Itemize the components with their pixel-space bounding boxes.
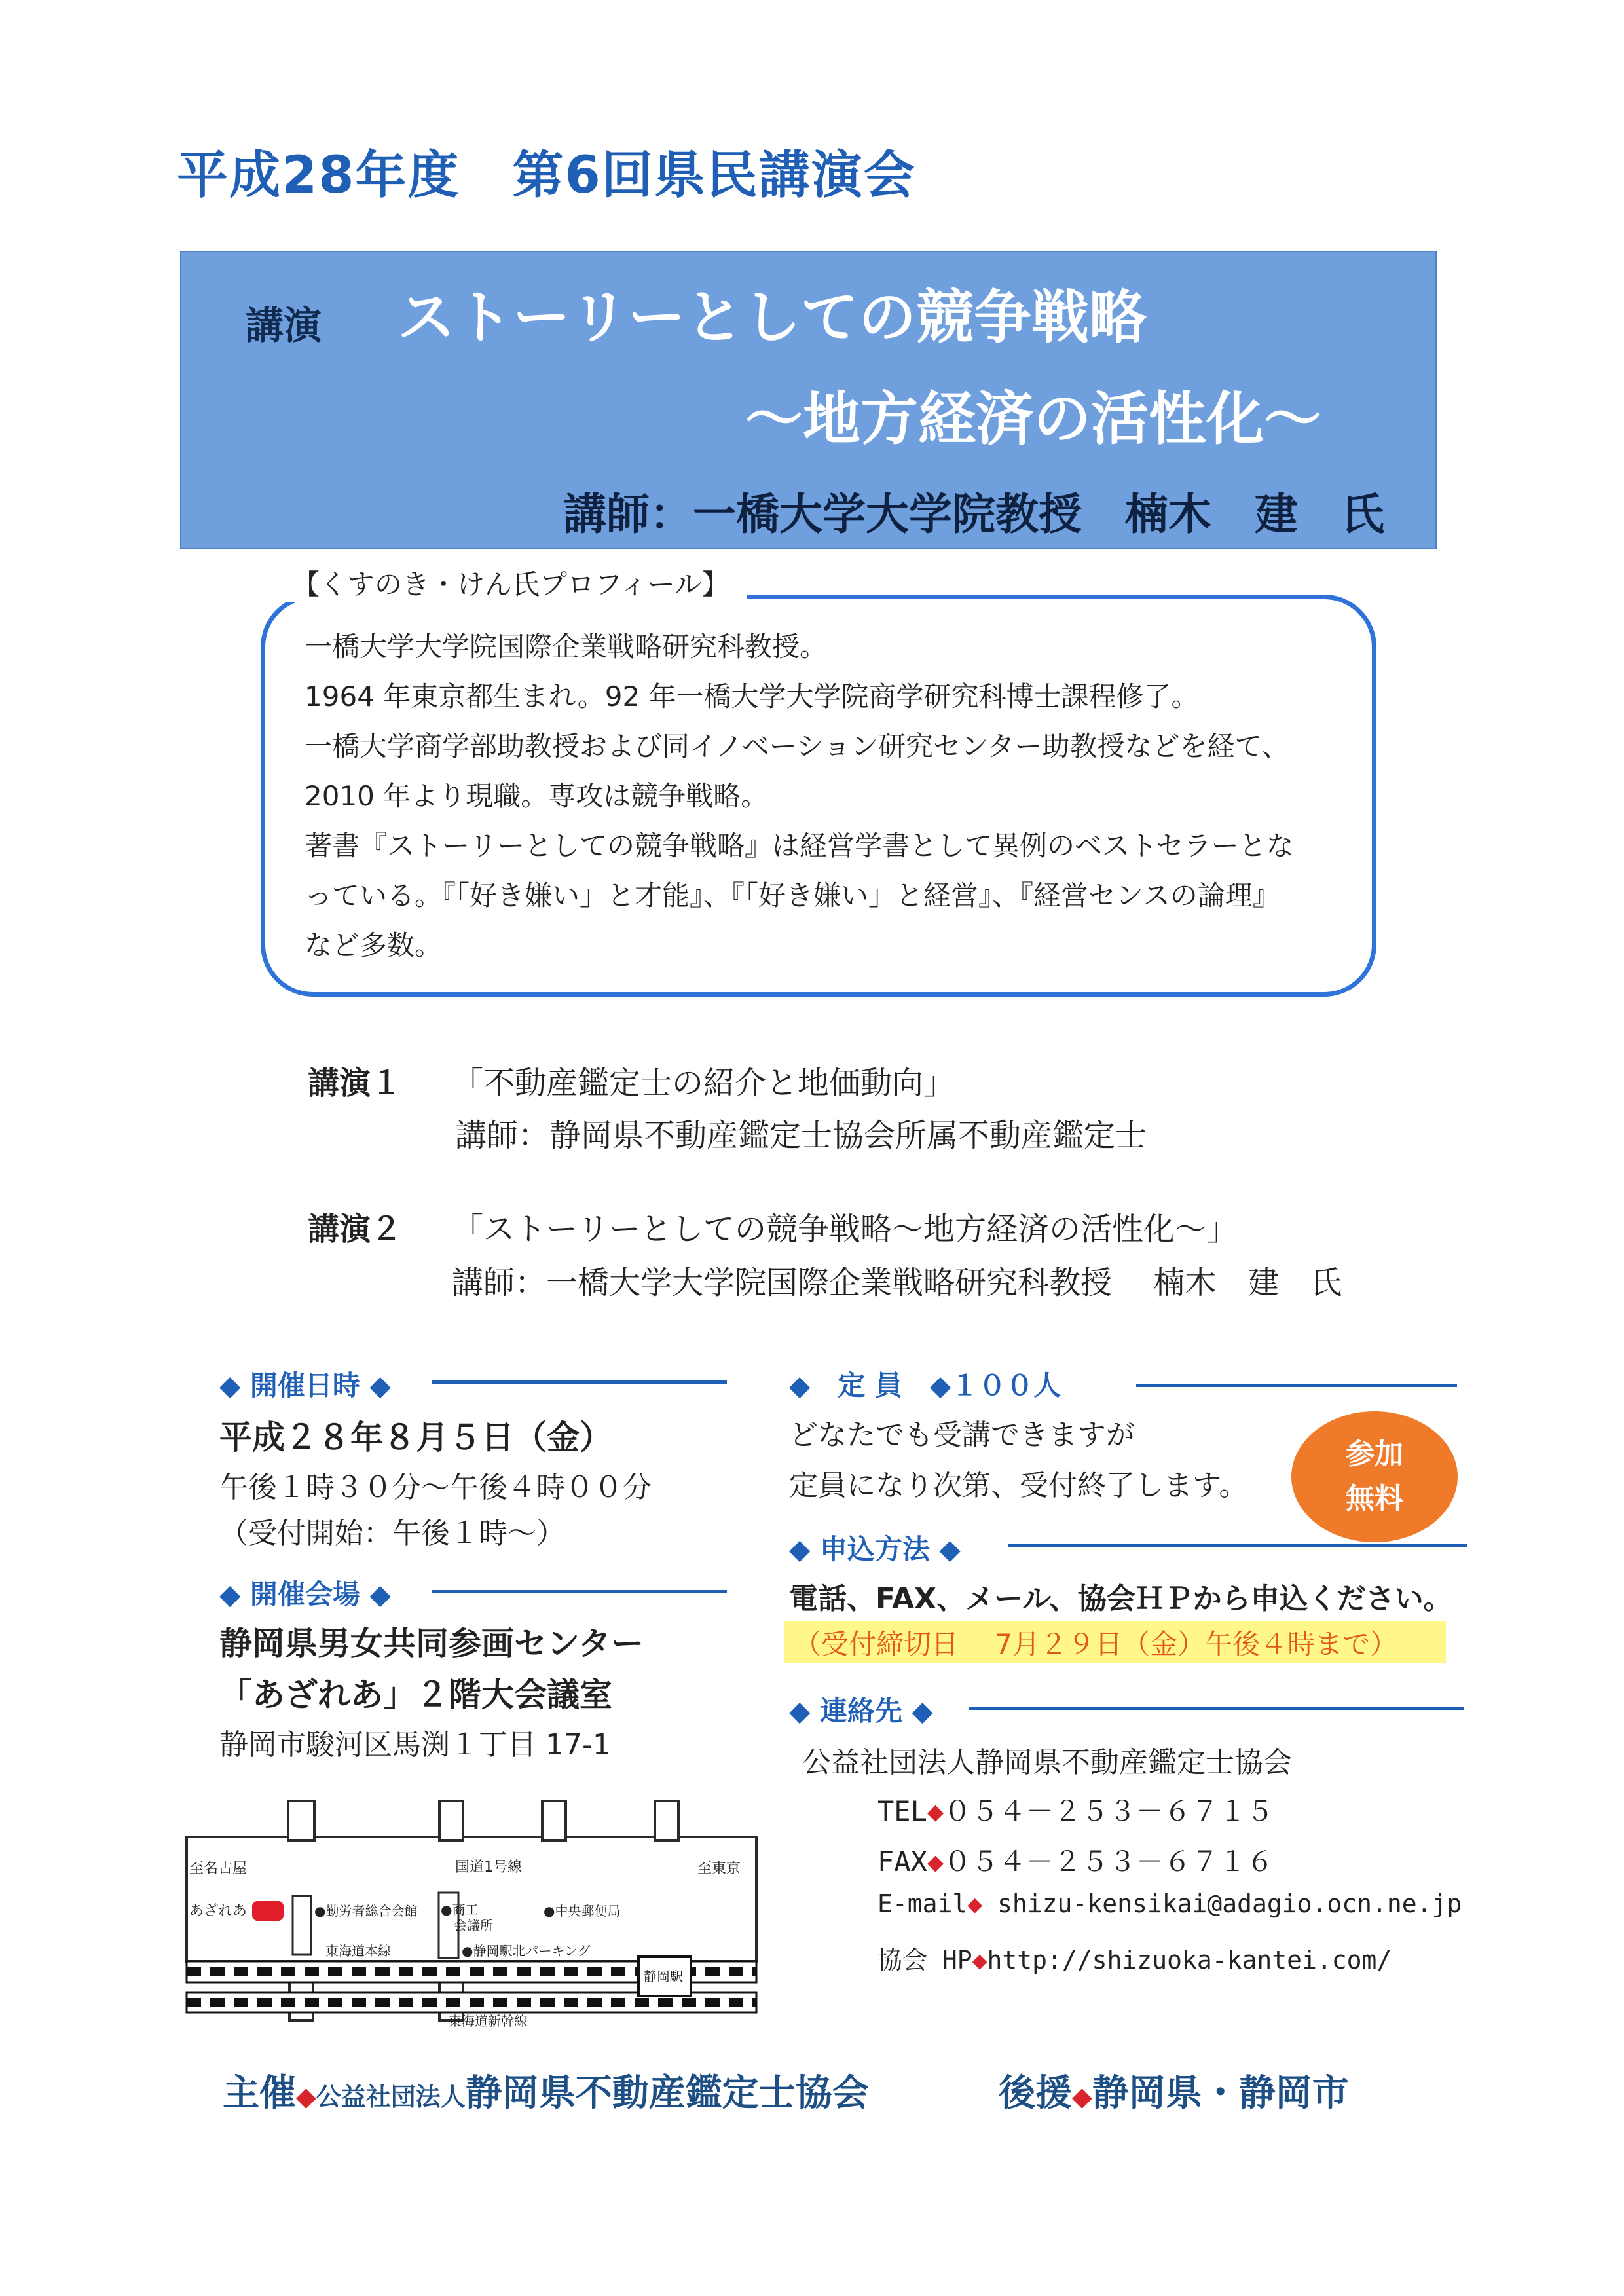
tel-number: ０５４－２５３－６７１５ [944, 1795, 1274, 1827]
access-map [180, 1794, 769, 2037]
event-date: 平成２８年８月５日（金） [219, 1418, 612, 1456]
hp-url[interactable]: http://shizuoka-kantei.com/ [987, 1946, 1392, 1974]
datetime-heading: ◆ 開催日時 ◆ [219, 1369, 391, 1401]
contact-tel [877, 1790, 1274, 1829]
map-label-azarea: あざれあ [189, 1903, 248, 1919]
apply-rule [1008, 1544, 1467, 1547]
diamond-icon: ◆ [967, 1889, 983, 1918]
deadline-text: （受付締切日 7月２９日（金）午後４時まで） [794, 1628, 1398, 1660]
diamond-icon: ◆ [296, 2082, 316, 2112]
profile-line: 1964 年東京都生まれ。92 年一橋大学大学院商学研究科博士課程修了。 [304, 680, 1199, 713]
profile-line: 2010 年より現職。専攻は競争戦略。 [304, 780, 769, 812]
map-label-tokaido-line: 東海道本線 [325, 1943, 391, 1959]
datetime-rule [432, 1380, 727, 1384]
profile-line: など多数。 [304, 929, 443, 961]
contact-rule [969, 1707, 1464, 1710]
venue-room: 「あざれあ」２階大会議室 [219, 1676, 612, 1714]
venue-rule [432, 1590, 727, 1593]
hero-label: 講演 [246, 303, 322, 348]
lecture-2-speaker: 講師：一橋大学大学院国際企業戦略研究科教授 楠木 建 氏 [452, 1265, 1342, 1301]
footer-host [223, 2064, 869, 2117]
host-org: 静岡県不動産鑑定士協会 [465, 2072, 869, 2115]
host-org-type: 公益社団法人 [316, 2083, 466, 2111]
lecture-2-title: 「ストーリーとしての競争戦略～地方経済の活性化～」 [452, 1211, 1238, 1248]
event-time: 午後１時３０分～午後４時００分 [219, 1471, 652, 1504]
profile-line: っている。『「好き嫌い」と才能』、『「好き嫌い」と経営』、『経営センスの論理』 [304, 880, 1280, 912]
profile-line: 著書『ストーリーとしての競争戦略』は経営学書として異例のベストセラーとな [304, 830, 1294, 862]
capacity-line-1: どなたでも受講できますが [789, 1418, 1135, 1452]
profile-heading: 【くすのき・けん氏プロフィール】 [275, 563, 747, 602]
venue-heading: ◆ 開催会場 ◆ [219, 1578, 391, 1610]
event-title: 平成28年度 第6回県民講演会 [177, 146, 916, 205]
hero-title: ストーリーとしての競争戦略 [397, 284, 1147, 351]
tel-label: TEL [877, 1795, 927, 1827]
map-label-to-tokyo: 至東京 [697, 1861, 741, 1877]
capacity-heading: ◆ 定 員 ◆１００人 [789, 1369, 1061, 1401]
diamond-icon: ◆ [927, 1845, 944, 1878]
apply-text: 電話、FAX、メール、協会ＨＰから申込ください。 [789, 1582, 1452, 1616]
map-label-chamber-1: ●商工 [441, 1902, 479, 1917]
lecture-1-speaker: 講師：静岡県不動産鑑定士協会所属不動産鑑定士 [455, 1117, 1147, 1154]
apply-heading: ◆ 申込方法 ◆ [789, 1533, 961, 1565]
contact-email [877, 1889, 1462, 1918]
free-badge-line-2: 無料 [1346, 1482, 1403, 1515]
map-label-chamber-2: 会議所 [454, 1917, 493, 1933]
map-label-post-office: ●中央郵便局 [544, 1903, 621, 1919]
contact-fax [877, 1840, 1274, 1879]
fax-label: FAX [877, 1845, 927, 1878]
profile-line: 一橋大学商学部助教授および同イノベーション研究センター助教授などを経て、 [304, 730, 1289, 762]
fax-number: ０５４－２５３－６７１６ [944, 1845, 1274, 1878]
venue-name: 静岡県男女共同参画センター [219, 1625, 644, 1663]
profile-line: 一橋大学大学院国際企業戦略研究科教授。 [304, 631, 828, 663]
hero-speaker: 講師：一橋大学大学院教授 楠木 建 氏 [563, 489, 1384, 540]
diamond-icon: ◆ [1072, 2082, 1092, 2112]
venue-address: 静岡市駿河区馬渕１丁目 17-1 [219, 1728, 611, 1762]
map-label-labor-hall: ●勤労者総合会館 [314, 1903, 418, 1919]
contact-heading: ◆ 連絡先 ◆ [789, 1695, 933, 1727]
hero-subtitle: ～地方経済の活性化～ [745, 385, 1322, 453]
lecture-1-title: 「不動産鑑定士の紹介と地価動向」 [452, 1065, 955, 1102]
map-label-road: 国道1号線 [455, 1859, 522, 1876]
profile-text [304, 622, 1339, 971]
capacity-rule [1136, 1384, 1457, 1387]
map-label-station: 静岡駅 [644, 1969, 683, 1984]
reception-time: （受付開始：午後１時～） [219, 1517, 565, 1550]
footer-support [999, 2064, 1349, 2117]
host-label: 主催 [223, 2072, 296, 2115]
contact-org: 公益社団法人静岡県不動産鑑定士協会 [802, 1746, 1292, 1779]
support-label: 後援 [999, 2072, 1072, 2115]
lecture-1-label: 講演１ [308, 1065, 403, 1102]
email-label: E-mail [877, 1889, 968, 1918]
free-badge-line-1: 参加 [1346, 1437, 1403, 1471]
diamond-icon: ◆ [972, 1946, 987, 1974]
diamond-icon: ◆ [927, 1795, 944, 1827]
map-label-to-nagoya: 至名古屋 [189, 1861, 248, 1877]
hp-label: 協会 HP [877, 1946, 972, 1974]
lecture-2-label: 講演２ [308, 1211, 403, 1248]
capacity-line-2: 定員になり次第、受付終了します。 [789, 1469, 1248, 1502]
email-address[interactable]: shizu-kensikai@adagio.ocn.ne.jp [982, 1889, 1462, 1918]
support-org: 静岡県・静岡市 [1092, 2072, 1349, 2115]
map-label-shinkansen: 東海道新幹線 [449, 2013, 527, 2029]
map-label-parking: ●静岡駅北パーキング [462, 1943, 591, 1959]
contact-hp [877, 1940, 1392, 1976]
free-badge [1291, 1411, 1458, 1542]
